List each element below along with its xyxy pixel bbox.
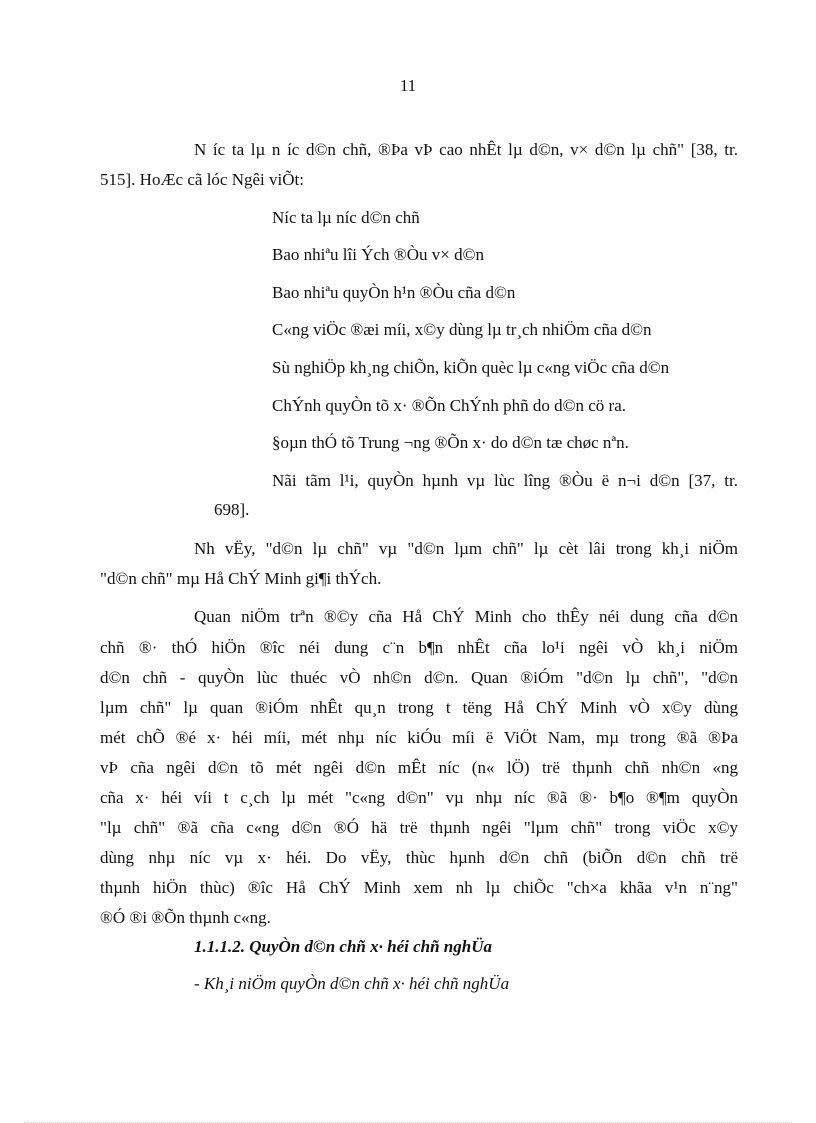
- quote-line: Bao nhiªu quyÒn h¹n ®Òu cña d©n: [272, 283, 516, 302]
- quote-line: ChÝnh quyÒn tõ x· ®Õn ChÝnh phñ do d©n cö ra.: [272, 396, 627, 415]
- intro-line-2: 515]. HoÆc cã lóc Ngêi viÕt:: [100, 170, 304, 189]
- quote-line-last: Nãi tãm l¹i, quyÒn hµnh vµ lùc lîng ®Òu ë n¬i d©n [37, tr.: [272, 471, 738, 490]
- quote-citation-tail: 698].: [214, 500, 250, 519]
- paragraph-line: Quan niÖm trªn ®©y cña Hå ChÝ Minh cho thÊy néi dung cña d©n: [194, 607, 738, 626]
- paragraph-line: thµnh hiÖn thùc) ®îc Hå ChÝ Minh xem nh lµ chiÕc "ch×a khãa v¹n n¨ng": [100, 878, 738, 897]
- section-subheading: - Kh¸i niÖm quyÒn d©n chñ x· héi chñ nghÜa: [194, 974, 510, 993]
- paragraph-line: dùng nhµ níc vµ x· héi. Do vËy, thùc hµnh d©n chñ (biÕn d©n chñ trë: [100, 848, 738, 867]
- intro-line-1: N íc ta lµ n íc d©n chñ, ®Þa vÞ cao nhÊt lµ d©n, v× d©n lµ chñ" [38, tr.: [194, 140, 738, 159]
- paragraph-line: Nh vËy, "d©n lµ chñ" vµ "d©n lµm chñ" lµ cèt lâi trong kh¸i niÖm: [194, 539, 738, 558]
- section-heading: 1.1.1.2. QuyÒn d©n chñ x· héi chñ nghÜa: [194, 937, 492, 956]
- paragraph-line: chñ ®· thÓ hiÖn ®îc néi dung c¨n b¶n nhÊt cña lo¹i ngêi vÒ kh¸i niÖm: [100, 638, 738, 657]
- paragraph-line: d©n chñ - quyÒn lùc thuéc vÒ nh©n d©n. Quan ®iÓm "d©n lµ chñ", "d©n: [100, 668, 738, 687]
- paragraph-line: cña x· héi víi t c¸ch lµ mét "c«ng d©n" vµ nhµ níc ®ã ®· b¶o ®¶m quyÒn: [100, 788, 738, 807]
- paragraph-line: "d©n chñ" mµ Hå ChÝ Minh gi¶i thÝch.: [100, 569, 382, 588]
- paragraph-line: ®Ó ®i ®Õn thµnh c«ng.: [100, 908, 271, 927]
- paragraph-line: "lµ chñ" ®ã cña c«ng d©n ®Ó hä trë thµnh ngêi "lµm chñ" trong viÖc x©y: [100, 818, 738, 837]
- quote-line: Bao nhiªu lîi Ých ®Òu v× d©n: [272, 245, 484, 264]
- paragraph-line: lµm chñ" lµ quan ®iÓm nhÊt qu¸n trong t tëng Hå ChÝ Minh vÒ x©y dùng: [100, 698, 738, 717]
- quote-line: §oµn thÓ tõ Trung ¬ng ®Õn x· do d©n tæ chøc nªn.: [272, 433, 629, 452]
- page-number: 11: [399, 76, 417, 95]
- paragraph-line: mét chÕ ®é x· héi míi, mét nhµ níc kiÓu míi ë ViÖt Nam, mµ trong ®ã ®Þa: [100, 728, 738, 747]
- quote-line: Sù nghiÖp kh¸ng chiÕn, kiÕn quèc lµ c«ng viÖc cña d©n: [272, 358, 670, 377]
- quote-line: Níc ta lµ níc d©n chñ: [272, 208, 420, 227]
- quote-line: C«ng viÖc ®æi míi, x©y dùng lµ tr¸ch nhiÖm cña d©n: [272, 320, 652, 339]
- paragraph-line: vÞ cña ngêi d©n tõ mét ngêi d©n mÊt níc (n« lÖ) trë thµnh chñ nh©n «ng: [100, 758, 738, 777]
